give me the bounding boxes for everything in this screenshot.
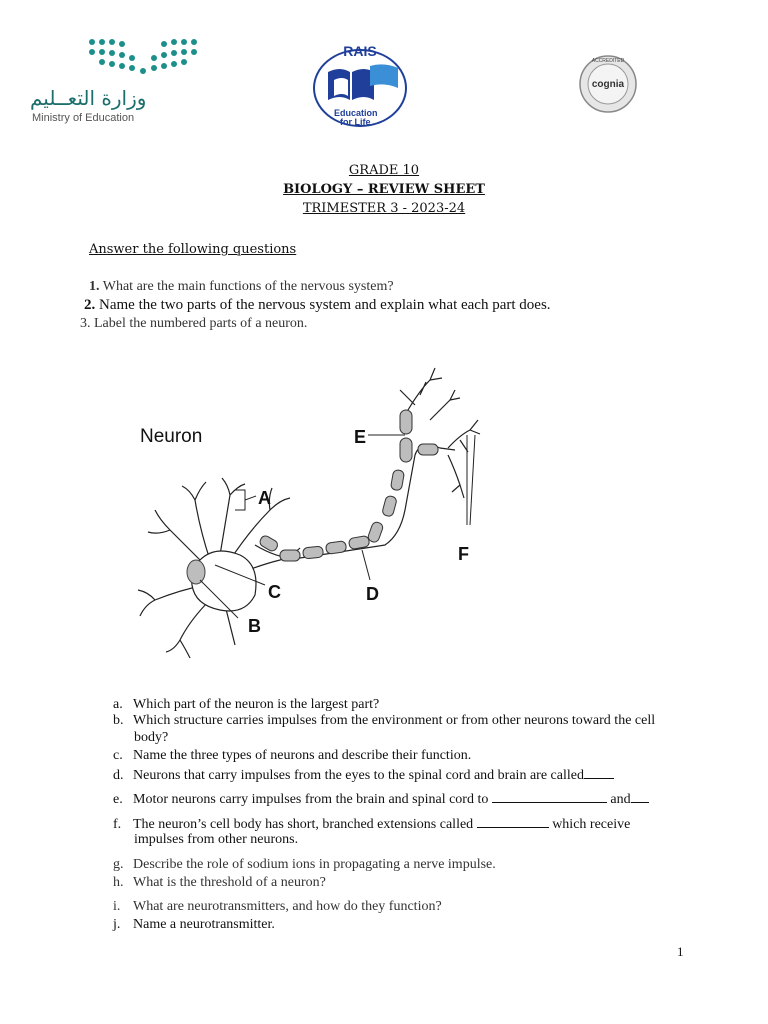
sub-question-text: Which part of the neuron is the largest part? xyxy=(133,697,380,712)
sub-question-i xyxy=(113,899,442,915)
neuron-diagram xyxy=(130,360,630,660)
label-c: C xyxy=(268,582,281,602)
sub-question-letter: f. xyxy=(113,817,122,832)
sub-question-letter: e. xyxy=(113,792,123,807)
sub-question-and: and xyxy=(610,792,631,807)
sub-question-d xyxy=(113,766,614,784)
term-heading: TRIMESTER 3 - 2023-24 xyxy=(302,201,466,216)
question-text: Label the numbered parts of a neuron. xyxy=(94,316,308,331)
sub-question-text: Motor neurons carry impulses from the brain and spinal cord to xyxy=(133,792,489,807)
sub-question-text: Describe the role of sodium ions in propagating a nerve impulse. xyxy=(133,857,496,872)
moe-english-name: Ministry of Education xyxy=(32,112,135,124)
sub-question-text: Which structure carries impulses from the environment or from other neurons toward the cell xyxy=(133,713,656,728)
label-f: F xyxy=(458,544,469,564)
rais-tagline-line2: for Life xyxy=(340,117,371,127)
cognia-accreditation-seal xyxy=(578,54,638,114)
grade-heading: GRADE 10 xyxy=(348,163,420,178)
sub-question-text: Name a neurotransmitter. xyxy=(133,917,275,932)
label-e: E xyxy=(354,427,367,447)
rais-tagline-line1: Education xyxy=(334,108,378,118)
sub-question-b-continuation: body? xyxy=(134,730,169,745)
subject-heading: BIOLOGY – REVIEW SHEET xyxy=(283,182,485,197)
sub-question-g xyxy=(113,857,496,873)
sub-question-letter: b. xyxy=(113,713,124,728)
question-2 xyxy=(84,297,551,314)
sub-question-text: What are neurotransmitters, and how do they function? xyxy=(133,899,442,914)
rais-logo xyxy=(304,40,414,128)
sub-question-b xyxy=(113,713,655,729)
question-3 xyxy=(80,316,307,332)
answer-blank xyxy=(477,815,549,828)
question-number: 2. xyxy=(84,297,96,313)
sub-question-text: Name the three types of neurons and describe their function. xyxy=(133,748,472,763)
sub-question-text: What is the threshold of a neuron? xyxy=(133,875,326,890)
cognia-name: cognia xyxy=(591,79,625,90)
question-number: 1. xyxy=(89,279,100,294)
label-d: D xyxy=(366,584,379,604)
sub-question-text: The neuron’s cell body has short, branched extensions called xyxy=(133,817,474,832)
sub-question-c xyxy=(113,748,471,764)
sub-question-letter: j. xyxy=(113,917,121,932)
sub-question-letter: i. xyxy=(113,899,121,914)
moe-dots-emblem xyxy=(86,36,206,78)
answer-blank xyxy=(631,790,649,803)
page-number: 1 xyxy=(677,944,684,959)
sub-question-letter: d. xyxy=(113,768,124,783)
sub-question-h xyxy=(113,875,326,891)
nucleus xyxy=(187,560,205,584)
sub-question-letter: h. xyxy=(113,875,124,890)
sub-question-a xyxy=(113,697,379,713)
rais-name: RAIS xyxy=(343,43,377,59)
sub-question-text: Neurons that carry impulses from the eyes to the spinal cord and brain are called xyxy=(133,768,584,783)
question-number: 3. xyxy=(80,316,91,331)
moe-arabic-name: وزارة التعــليم xyxy=(30,86,147,110)
sub-question-f-continuation: impulses from other neurons. xyxy=(134,832,299,847)
label-b: B xyxy=(248,616,261,636)
label-a: A xyxy=(258,488,271,508)
question-text: What are the main functions of the nervous system? xyxy=(102,279,394,294)
instructions-heading: Answer the following questions xyxy=(89,242,297,257)
sub-question-j xyxy=(113,917,275,933)
sub-question-letter: c. xyxy=(113,748,123,763)
axon-terminals xyxy=(400,368,480,498)
question-text: Name the two parts of the nervous system and explain what each part does. xyxy=(99,297,551,313)
sub-question-after: which receive xyxy=(552,817,631,832)
answer-blank xyxy=(492,790,607,803)
neuron-figure-title: Neuron xyxy=(140,426,203,447)
myelin-sheath xyxy=(258,410,438,561)
answer-blank xyxy=(584,766,614,779)
sub-question-letter: g. xyxy=(113,857,124,872)
ministry-of-education-logo xyxy=(26,36,156,128)
question-1 xyxy=(89,279,394,295)
sub-question-e xyxy=(113,790,649,808)
sub-question-f xyxy=(113,815,630,833)
sub-question-letter: a. xyxy=(113,697,123,712)
cognia-ring-text: ACCREDITED xyxy=(591,58,625,64)
